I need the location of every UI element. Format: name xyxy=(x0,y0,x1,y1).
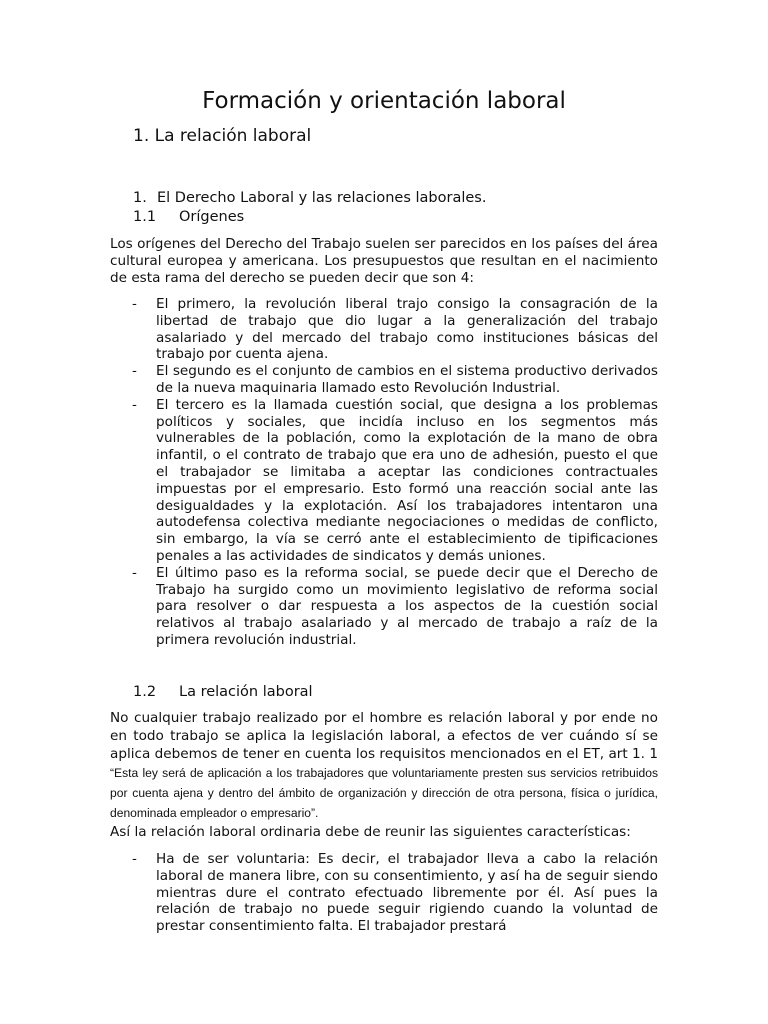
origins-list xyxy=(110,296,658,649)
subsection-heading-derecho-laboral xyxy=(133,189,486,208)
characteristics-list xyxy=(110,851,658,935)
subsection-label: El Derecho Laboral y las relaciones laborales. xyxy=(157,190,487,206)
list-item-text: El primero, la revolución liberal trajo consigo la consagración de la libertad de trabajo que dio lugar a la generalización del trabajo asalariado y del mercado del trabajo como instituciones básicas del trabajo por cuenta ajena. xyxy=(156,296,658,363)
subsection-heading-relacion-laboral xyxy=(133,683,313,702)
subsection-label: Orígenes xyxy=(179,209,245,225)
list-item xyxy=(110,397,658,565)
bullet-dash: - xyxy=(132,564,137,581)
relation-intro-paragraph xyxy=(110,709,658,823)
list-item xyxy=(110,851,658,935)
subsection-heading-origenes xyxy=(133,208,244,227)
section-heading: 1. La relación laboral xyxy=(133,126,312,146)
list-item-text: El tercero es la llamada cuestión social, que designa a los problemas políticos y sociales, que incidía incluso en los segmentos más vulnerables de la población, como la explotación de la mano de obra infantil, o el contrato de trabajo que era uno de adhesión, puesto el que el trabajador se limitaba a aceptar las condiciones contractuales impuestas por el empresario. Esto formó una reacción social ante las desigualdades y la explotación. Así los trabajadores intentaron una autodefensa colectiva mediante negociaciones o medidas de conflicto, sin embargo, la vía se cerró ante el establecimiento de tipificaciones penales a las actividades de sindicatos y demás uniones. xyxy=(156,396,658,564)
list-item-text: Ha de ser voluntaria: Es decir, el trabajador lleva a cabo la relación laboral de manera libre, con su consentimiento, y así ha de seguir siendo mientras dure el contrato efectuado libremente por él. Así pues la relación de trabajo no puede seguir rigiendo cuando la voluntad de prestar consentimiento falta. El trabajador prestará xyxy=(156,851,658,935)
bullet-dash: - xyxy=(132,851,137,867)
list-item xyxy=(110,296,658,363)
origins-intro-paragraph: Los orígenes del Derecho del Trabajo suelen ser parecidos en los países del área cultural europea y americana. Los presupuestos que resultan en el nacimiento de esta rama del derecho se pueden decir que son 4: xyxy=(110,236,658,286)
list-item xyxy=(110,565,658,649)
document-title: Formación y orientación laboral xyxy=(202,88,566,114)
list-item xyxy=(110,363,658,397)
characteristics-intro-paragraph: Así la relación laboral ordinaria debe de reunir las siguientes características: xyxy=(110,824,631,840)
bullet-dash: - xyxy=(132,363,137,380)
subsection-number: 1. xyxy=(133,190,147,206)
subsection-number: 1.2 xyxy=(133,684,157,700)
relation-intro-text: No cualquier trabajo realizado por el hombre es relación laboral y por ende no en todo trabajo se aplica la legislación laboral, a efectos de ver cuándo sí se aplica debemos de tener en cuenta los requisitos mencionados en el ET, art 1. 1 xyxy=(110,710,658,762)
bullet-dash: - xyxy=(132,296,137,312)
bullet-dash: - xyxy=(132,396,137,413)
subsection-label: La relación laboral xyxy=(179,684,313,700)
list-item-text: El segundo es el conjunto de cambios en el sistema productivo derivados de la nueva maquinaria llamado esto Revolución Industrial. xyxy=(156,363,658,396)
subsection-number: 1.1 xyxy=(133,209,157,225)
et-article-quote: “Esta ley será de aplicación a los trabajadores que voluntariamente presten sus servicios retribuidos por cuenta ajena y dentro del ámbito de organización y dirección de otra persona, física o jurídica, denominada empleador o empresario”. xyxy=(110,766,658,820)
list-item-text: El último paso es la reforma social, se puede decir que el Derecho de Trabajo ha surgido como un movimiento legislativo de reforma social para resolver o dar respuesta a los aspectos de la cuestión social relativos al trabajo asalariado y al mercado de trabajo a raíz de la primera revolución industrial. xyxy=(156,564,658,648)
